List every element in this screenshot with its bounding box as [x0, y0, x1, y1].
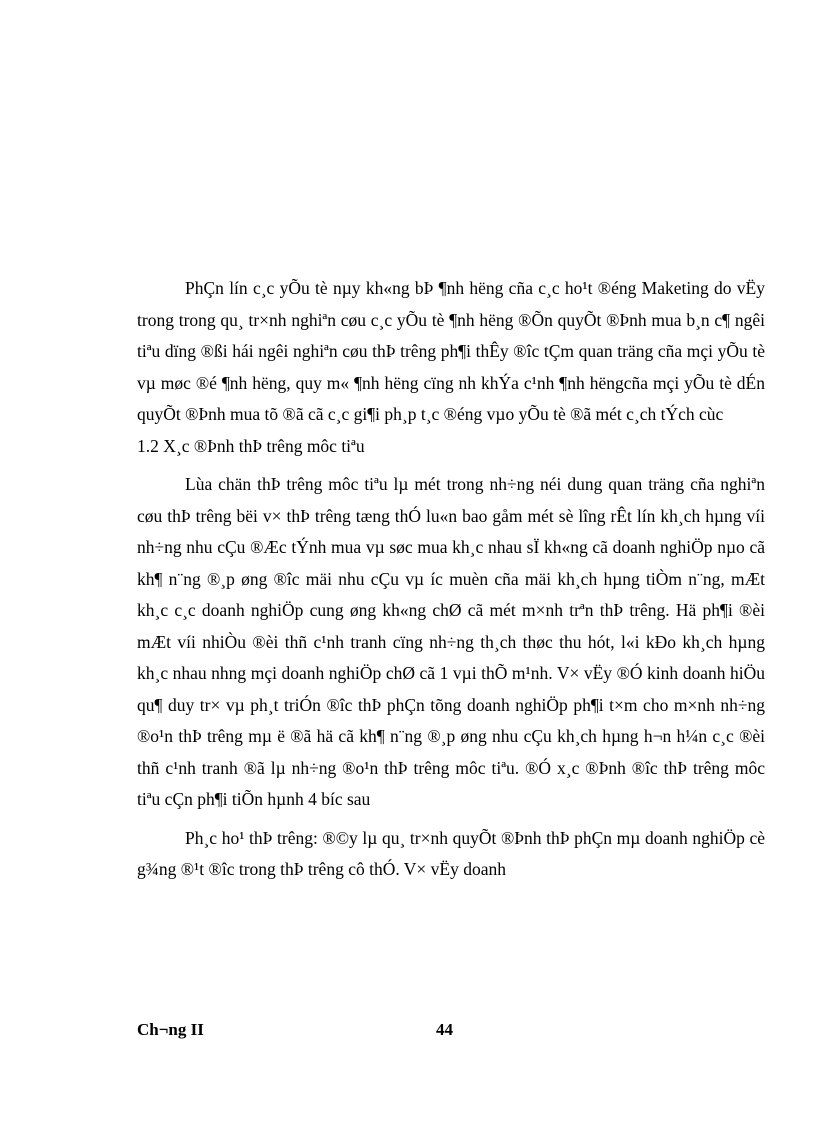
footer-page-number: 44 [436, 1020, 453, 1039]
body-text [137, 273, 765, 886]
section-heading: 1.2 X¸c ®Þnh thÞ trêng môc tiªu [137, 435, 365, 456]
footer-chapter: Ch¬ng II [137, 1020, 204, 1039]
paragraph-2: Lùa chän thÞ trêng môc tiªu lµ mét trong nh÷ng néi dung quan träng cña nghiªn cøu thÞ trêng bëi v× thÞ trêng tæng thÓ lu«n bao gåm mét sè lîng rÊt lín kh¸ch hµng víi nh÷ng nhu cÇu ®Æc tÝnh mua vµ søc mua kh¸c nhau sÏ kh«ng cã doanh nghiÖp nµo cã kh¶ n¨ng ®¸p øng ®îc mäi nhu cÇu vµ íc muèn cña mäi kh¸ch hµng tiÒm n¨ng, mÆt kh¸c c¸c doanh nghiÖp cung øng kh«ng chØ cã mét m×nh trªn thÞ trêng. Hä ph¶i ®èi mÆt víi nhiÒu ®èi thñ c¹nh tranh cïng nh÷ng th¸ch thøc thu hót, l«i kÐo kh¸ch hµng kh¸c nhau nhng mçi doanh nghiÖp chØ cã 1 vµi thÕ m¹nh. V× vËy ®Ó kinh doanh hiÖu qu¶ duy tr× vµ ph¸t triÓn ®îc thÞ phÇn tõng doanh nghiÖp ph¶i t×m cho m×nh nh÷ng ®o¹n thÞ trêng mµ ë ®ã hä cã kh¶ n¨ng ®¸p øng nhu cÇu kh¸ch hµng h¬n h¼n c¸c ®èi thñ c¹nh tranh ®ã lµ nh÷ng ®o¹n thÞ trêng môc tiªu. ®Ó x¸c ®Þnh ®îc thÞ trêng môc tiªu cÇn ph¶i tiÕn hµnh 4 bíc sau [137, 474, 765, 809]
paragraph-3: Ph¸c ho¹ thÞ trêng: ®©y lµ qu¸ tr×nh quyÕt ®Þnh thÞ phÇn mµ doanh nghiÖp cè g¾ng ®¹t ®îc trong thÞ trêng cô thÓ. V× vËy doanh [137, 827, 765, 879]
paragraph-1: PhÇn lín c¸c yÕu tè nµy kh«ng bÞ ¶nh hëng cña c¸c ho¹t ®éng Maketing do vËy trong trong qu¸ tr×nh nghiªn cøu c¸c yÕu tè ¶nh hëng ®Õn quyÕt ®Þnh mua b¸n c¶ ngêi tiªu dïng ®ßi hái ngêi nghiªn cøu thÞ trêng ph¶i thÊy ®îc tÇm quan träng cña mçi yÕu tè vµ møc ®é ¶nh hëng, quy m« ¶nh hëng cïng nh khÝa c¹nh ¶nh hëngcña mçi yÕu tè dÉn quyÕt ®Þnh mua tõ ®ã cã c¸c gi¶i ph¸p t¸c ®éng vµo yÕu tè ®ã mét c¸ch tÝch cùc [137, 278, 765, 424]
